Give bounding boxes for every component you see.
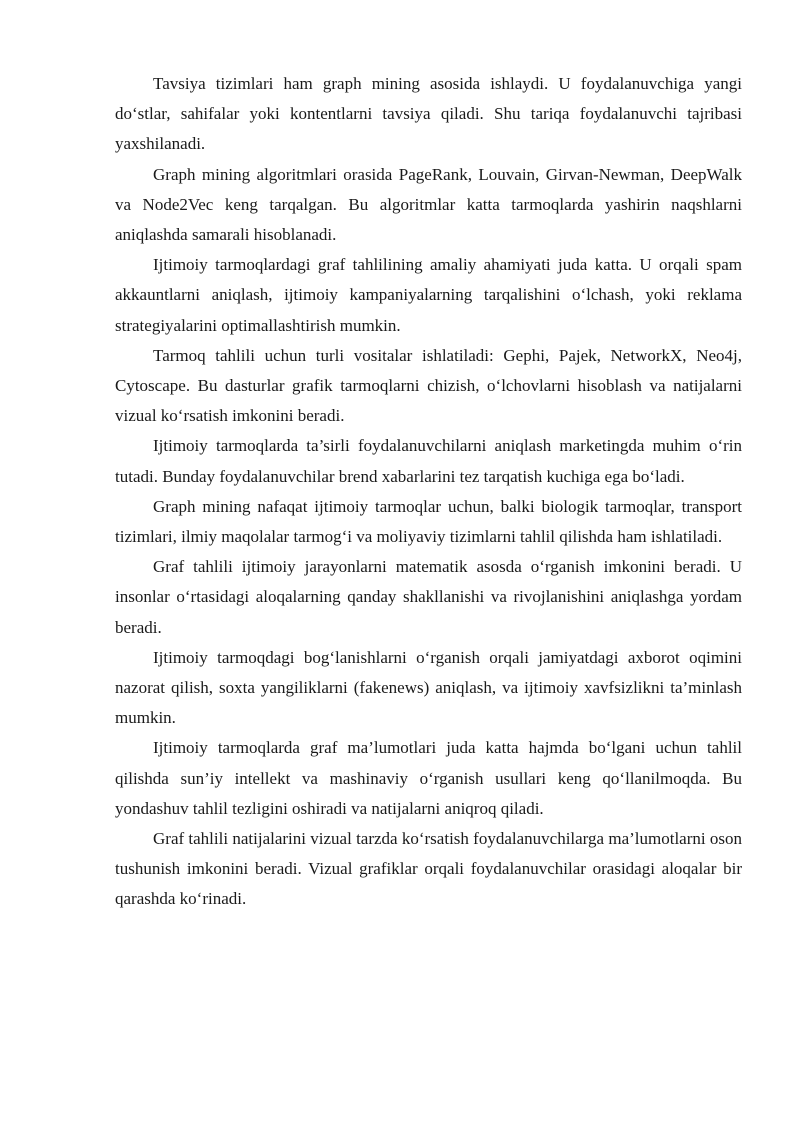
paragraph-graph-mining-algorithms: Graph mining algoritmlari orasida PageRank, Louvain, Girvan-Newman, DeepWalk va Node2Vec keng tarqalgan. Bu algoritmlar katta tarmoqlarda yashirin naqshlarni aniqlashda samarali hisoblanadi. <box>115 164 742 245</box>
paragraph-practical-importance: Ijtimoiy tarmoqlardagi graf tahlilining amaliy ahamiyati juda katta. U orqali spam akkauntlarni aniqlash, ijtimoiy kampaniyalarning tarqalishini o‘lchash, yoki reklama strategiyalarini optimallashtirish mumkin. <box>115 255 742 335</box>
paragraph-ai-ml-methods: Ijtimoiy tarmoqlarda graf ma’lumotlari juda katta hajmda bo‘lgani uchun tahlil qilishda sun’iy intellekt va mashinaviy o‘rganish usullari keng qo‘llanilmoqda. Bu yondashuv tahlil tezligini oshiradi va natijalarni aniqroq qiladi. <box>115 738 742 818</box>
paragraph-information-flow: Ijtimoiy tarmoqdagi bog‘lanishlarni o‘rganish orqali jamiyatdagi axborot oqimini nazorat qilish, soxta yangiliklarni (fakenews) aniqlash, va ijtimoiy xavfsizlikni ta’minlash mumkin. <box>115 647 742 728</box>
paragraph-other-applications: Graph mining nafaqat ijtimoiy tarmoqlar uchun, balki biologik tarmoqlar, transport tizimlari, ilmiy maqolalar tarmog‘i va moliyaviy tizimlarni tahlil qilishda ham ishlatiladi. <box>115 496 742 547</box>
paragraph-influential-users: Ijtimoiy tarmoqlarda ta’sirli foydalanuvchilarni aniqlash marketingda muhim o‘rin tutadi. Bunday foydalanuvchilar brend xabarlarini tez tarqatish kuchiga ega bo‘ladi. <box>115 436 742 486</box>
paragraph-visualization: Graf tahlili natijalarini vizual tarzda ko‘rsatish foydalanuvchilarga ma’lumotlarni oson tushunish imkonini beradi. Vizual grafiklar orqali foydalanuvchilar orasidagi aloqalar bir qarashda ko‘rinadi. <box>115 829 742 909</box>
paragraph-social-processes: Graf tahlili ijtimoiy jarayonlarni matematik asosda o‘rganish imkonini beradi. U insonlar o‘rtasidagi aloqalarning qanday shakllanishi va rivojlanishini aniqlashga yordam beradi. <box>115 557 742 637</box>
paragraph-recommendation-systems: Tavsiya tizimlari ham graph mining asosida ishlaydi. U foydalanuvchiga yangi do‘stlar, sahifalar yoki kontentlarni tavsiya qiladi. Shu tariqa foydalanuvchi tajribasi yaxshilanadi. <box>115 74 742 154</box>
paragraph-network-tools: Tarmoq tahlili uchun turli vositalar ishlatiladi: Gephi, Pajek, NetworkX, Neo4j, Cytoscape. Bu dasturlar grafik tarmoqlarni chizish, o‘lchovlarni hisoblash va natijalarni vizual ko‘rsatish imkonini beradi. <box>115 345 742 426</box>
document-body <box>115 69 742 915</box>
